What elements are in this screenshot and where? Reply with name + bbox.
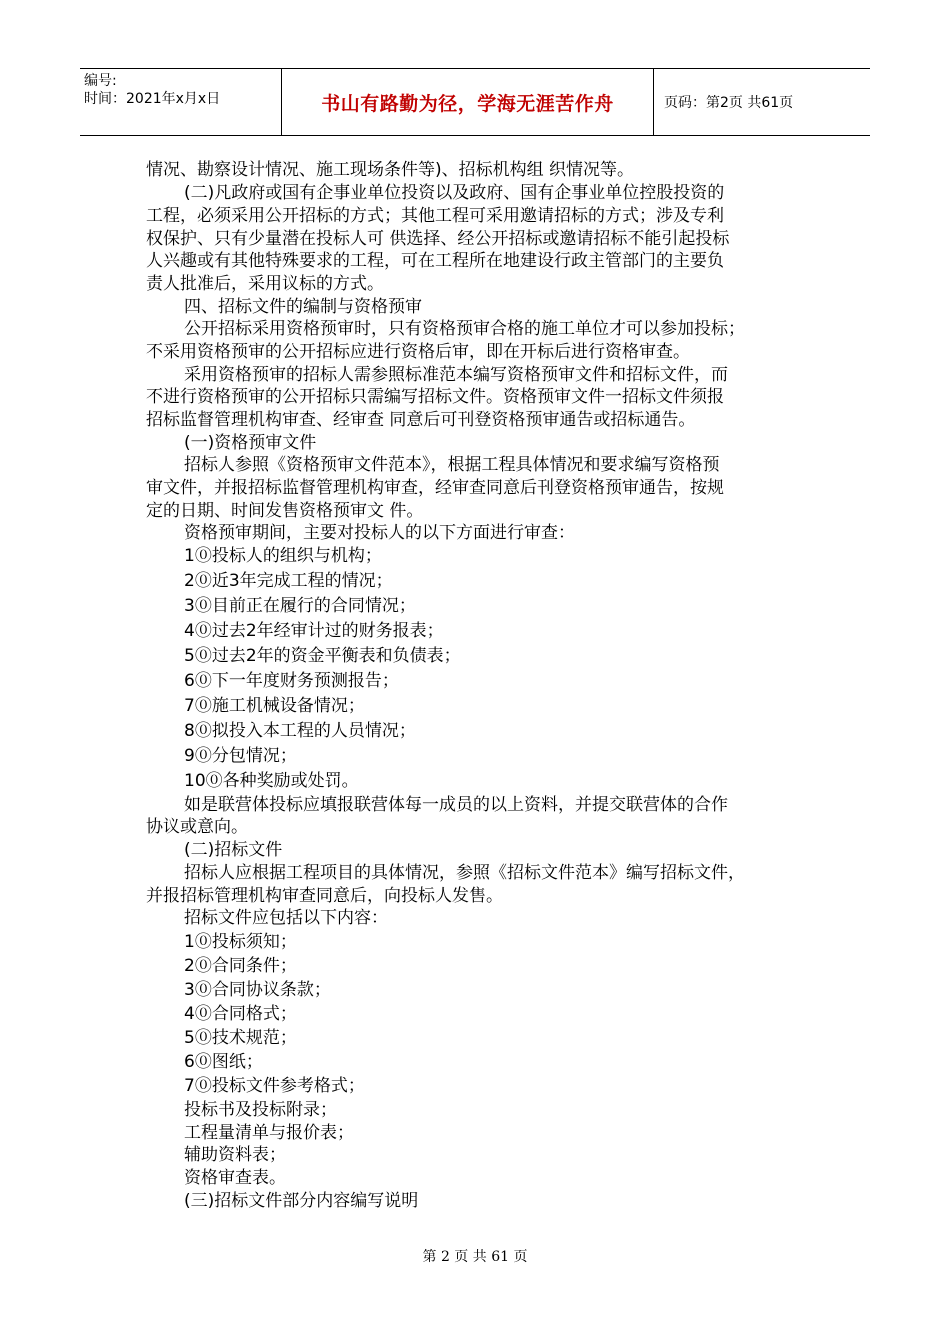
header-meta: [80, 69, 282, 135]
list-item: 1⓪投标人的组织与机构；: [184, 546, 382, 566]
text-line: 人兴趣或有其他特殊要求的工程，可在工程所在地建设行政主管部门的主要负: [146, 251, 724, 271]
list-item: 2⓪合同条件；: [184, 956, 297, 976]
list-item: 3⓪合同协议条款；: [184, 980, 331, 1000]
text-line: 资格预审期间，主要对投标人的以下方面进行审查：: [184, 523, 575, 543]
text-line: (二)凡政府或国有企事业单位投资以及政府、国有企事业单位控股投资的: [184, 183, 725, 203]
list-item: 10⓪各种奖励或处罚。: [184, 771, 359, 791]
subsection-heading: (二)招标文件: [184, 840, 283, 860]
text-line: 招标监督管理机构审查、经审查 同意后可刊登资格预审通告或招标通告。: [146, 410, 696, 430]
text-line: 辅助资料表；: [184, 1145, 286, 1165]
list-item: 4⓪过去2年经审计过的财务报表；: [184, 621, 444, 641]
text-line: 协议或意向。: [146, 817, 248, 837]
text-line: 并报招标管理机构审查同意后，向投标人发售。: [146, 886, 503, 906]
text-line: 工程，必须采用公开招标的方式；其他工程可采用邀请招标的方式；涉及专利: [146, 206, 724, 226]
subsection-heading: (三)招标文件部分内容编写说明: [184, 1191, 419, 1211]
list-item: 6⓪下一年度财务预测报告；: [184, 671, 399, 691]
header-motto: 书山有路勤为径，学海无涯苦作舟: [321, 92, 614, 115]
list-item: 1⓪投标须知；: [184, 932, 297, 952]
section-heading: 四、招标文件的编制与资格预审: [184, 297, 422, 317]
time-label: 时间：2021年x月x日: [84, 91, 221, 107]
text-line: 资格审查表。: [184, 1168, 286, 1188]
subsection-heading: (一)资格预审文件: [184, 433, 317, 453]
list-item: 3⓪目前正在履行的合同情况；: [184, 596, 416, 616]
page-header: [80, 68, 870, 136]
text-line: 权保护、只有少量潜在投标人可 供选择、经公开招标或邀请招标不能引起投标: [146, 229, 730, 249]
list-item: 4⓪合同格式；: [184, 1004, 297, 1024]
list-item: 7⓪施工机械设备情况；: [184, 696, 365, 716]
header-page-info: 页码：第2页 共61页: [664, 95, 794, 111]
list-item: 2⓪近3年完成工程的情况；: [184, 571, 393, 591]
text-line: 工程量清单与报价表；: [184, 1123, 354, 1143]
text-line: 不进行资格预审的公开招标只需编写招标文件。资格预审文件一招标文件须报: [146, 387, 724, 407]
list-item: 9⓪分包情况；: [184, 746, 297, 766]
list-item: 5⓪过去2年的资金平衡表和负债表；: [184, 646, 461, 666]
text-line: 招标文件应包括以下内容：: [184, 908, 388, 928]
text-line: 不采用资格预审的公开招标应进行资格后审，即在开标后进行资格审查。: [146, 342, 690, 362]
text-line: 采用资格预审的招标人需参照标准范本编写资格预审文件和招标文件，而: [184, 365, 728, 385]
header-motto-cell: [282, 69, 654, 135]
text-line: 投标书及投标附录；: [184, 1100, 337, 1120]
text-line: 招标人应根据工程项目的具体情况，参照《招标文件范本》编写招标文件，: [184, 863, 745, 883]
text-line: 定的日期、时间发售资格预审文 件。: [146, 501, 424, 521]
text-line: 情况、勘察设计情况、施工现场条件等)、招标机构组 织情况等。: [146, 160, 635, 180]
page-footer: 第 2 页 共 61 页: [422, 1249, 528, 1265]
text-line: 责人批准后，采用议标的方式。: [146, 274, 384, 294]
list-item: 7⓪投标文件参考格式；: [184, 1076, 365, 1096]
list-item: 5⓪技术规范；: [184, 1028, 297, 1048]
list-item: 8⓪拟投入本工程的人员情况；: [184, 721, 416, 741]
text-line: 招标人参照《资格预审文件范本》，根据工程具体情况和要求编写资格预: [184, 455, 720, 475]
text-line: 公开招标采用资格预审时，只有资格预审合格的施工单位才可以参加投标；: [184, 319, 745, 339]
text-line: 审文件，并报招标监督管理机构审查，经审查同意后刊登资格预审通告，按规: [146, 478, 724, 498]
list-item: 6⓪图纸；: [184, 1052, 263, 1072]
number-label: 编号:: [84, 73, 117, 89]
text-line: 如是联营体投标应填报联营体每一成员的以上资料，并提交联营体的合作: [184, 795, 728, 815]
